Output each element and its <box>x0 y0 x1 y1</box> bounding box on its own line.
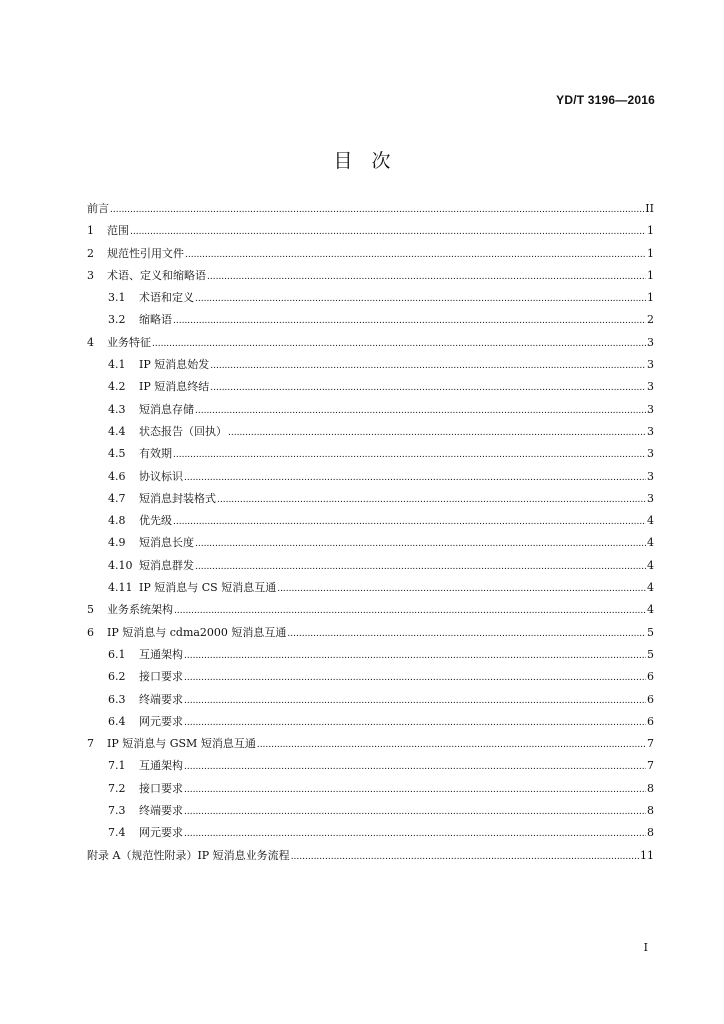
dot-leader <box>195 532 646 555</box>
toc-entry-page: 3 <box>647 424 654 438</box>
toc-entry[interactable] <box>87 198 654 220</box>
toc-entry-title: 接口要求 <box>139 781 183 795</box>
dot-leader <box>287 622 646 645</box>
toc-entry[interactable] <box>87 711 654 733</box>
toc-entry-page: 11 <box>640 848 654 862</box>
toc-entry-number: 1 <box>87 224 94 238</box>
toc-entry-title: 网元要求 <box>139 714 183 728</box>
dot-leader <box>210 354 646 377</box>
toc-entry-number: 4.10 <box>108 558 133 572</box>
dot-leader <box>291 845 639 868</box>
toc-entry[interactable] <box>87 243 654 265</box>
toc-entry[interactable] <box>87 800 654 822</box>
dot-leader <box>184 778 646 801</box>
toc-entry-title: 业务系统架构 <box>107 603 173 617</box>
toc-entry-page: 6 <box>647 670 654 684</box>
toc-entry-page: 5 <box>647 625 654 639</box>
toc-entry[interactable] <box>87 287 654 309</box>
dot-leader <box>184 666 646 689</box>
toc-entry-page: 2 <box>647 313 654 327</box>
dot-leader <box>195 555 646 578</box>
toc-entry[interactable] <box>87 845 654 867</box>
toc-entry[interactable] <box>87 822 654 844</box>
dot-leader <box>152 332 646 355</box>
dot-leader <box>184 800 646 823</box>
toc-entry-number: 4.3 <box>108 402 126 416</box>
dot-leader <box>210 376 646 399</box>
toc-entry-page: 1 <box>647 268 654 282</box>
toc-entry-title: 互通架构 <box>139 647 183 661</box>
toc-entry[interactable] <box>87 399 654 421</box>
toc-entry-title: 规范性引用文件 <box>107 246 184 260</box>
toc-entry-number: 4.8 <box>108 514 126 528</box>
toc-entry-page: 8 <box>647 826 654 840</box>
toc-entry-number: 3.2 <box>108 313 126 327</box>
toc-entry[interactable] <box>87 689 654 711</box>
toc-entry-title: IP 短消息始发 <box>139 358 210 372</box>
toc-entry-title: 业务特征 <box>107 335 151 349</box>
toc-entry-title: 终端要求 <box>139 804 183 818</box>
toc-entry-page: 4 <box>647 536 654 550</box>
dot-leader <box>173 443 646 466</box>
toc-entry-title: 范围 <box>107 224 129 238</box>
toc-entry-title: 接口要求 <box>139 670 183 684</box>
toc-entry-number: 7.4 <box>108 826 126 840</box>
toc-entry-number: 6.3 <box>108 692 126 706</box>
toc-entry-page: 4 <box>647 603 654 617</box>
dot-leader <box>184 466 646 489</box>
table-of-contents <box>87 198 654 867</box>
toc-entry-title: 短消息群发 <box>139 558 194 572</box>
toc-entry-page: 3 <box>647 447 654 461</box>
toc-entry-title: IP 短消息与 GSM 短消息互通 <box>107 737 256 751</box>
toc-entry-number: 4.1 <box>108 358 126 372</box>
toc-entry-number: 7 <box>87 737 94 751</box>
toc-entry-page: II <box>645 202 654 215</box>
toc-entry-title: 互通架构 <box>139 759 183 773</box>
toc-entry-page: 8 <box>647 781 654 795</box>
toc-entry-page: 3 <box>647 491 654 505</box>
toc-entry-page: 4 <box>647 558 654 572</box>
dot-leader <box>173 510 646 533</box>
toc-entry-title: 短消息封装格式 <box>139 491 216 505</box>
toc-entry[interactable] <box>87 599 654 621</box>
dot-leader <box>207 265 646 288</box>
toc-entry-number: 7.3 <box>108 804 126 818</box>
toc-entry[interactable] <box>87 421 654 443</box>
toc-entry-title: IP 短消息与 CS 短消息互通 <box>139 581 277 595</box>
dot-leader <box>173 309 646 332</box>
toc-entry-number: 4.2 <box>108 380 126 394</box>
dot-leader <box>110 198 644 221</box>
toc-entry[interactable] <box>87 577 654 599</box>
toc-entry-page: 1 <box>647 291 654 305</box>
toc-entry-title: 有效期 <box>139 447 172 461</box>
toc-entry[interactable] <box>87 220 654 242</box>
toc-entry-page: 3 <box>647 358 654 372</box>
dot-leader <box>184 755 646 778</box>
toc-entry-title: 术语、定义和缩略语 <box>107 268 206 282</box>
toc-entry-page: 1 <box>647 246 654 260</box>
dot-leader <box>130 220 646 243</box>
toc-entry[interactable] <box>87 488 654 510</box>
toc-entry-title: 术语和定义 <box>139 291 194 305</box>
toc-entry-page: 3 <box>647 469 654 483</box>
dot-leader <box>228 421 646 444</box>
toc-entry-number: 7.2 <box>108 781 126 795</box>
toc-entry[interactable] <box>87 309 654 331</box>
document-code: YD/T 3196—2016 <box>556 93 655 107</box>
toc-entry-page: 5 <box>647 647 654 661</box>
toc-entry[interactable] <box>87 332 654 354</box>
toc-entry[interactable] <box>87 755 654 777</box>
toc-entry[interactable] <box>87 644 654 666</box>
toc-entry-title: 优先级 <box>139 514 172 528</box>
toc-entry-page: 4 <box>647 581 654 595</box>
toc-entry-title: 状态报告（回执） <box>139 424 227 438</box>
toc-entry[interactable] <box>87 510 654 532</box>
toc-entry-page: 6 <box>647 714 654 728</box>
toc-entry[interactable] <box>87 532 654 554</box>
toc-entry-number: 4.7 <box>108 491 126 505</box>
toc-entry-number: 4.5 <box>108 447 126 461</box>
dot-leader <box>184 689 646 712</box>
toc-entry-number: 6 <box>87 625 94 639</box>
toc-entry-number: 4 <box>87 335 94 349</box>
toc-entry-title: 附录 A（规范性附录）IP 短消息业务流程 <box>87 848 290 862</box>
toc-entry[interactable] <box>87 376 654 398</box>
toc-entry-number: 7.1 <box>108 759 126 773</box>
dot-leader <box>184 822 646 845</box>
toc-entry-number: 6.4 <box>108 714 126 728</box>
toc-entry[interactable] <box>87 778 654 800</box>
toc-entry-number: 4.9 <box>108 536 126 550</box>
toc-entry-number: 5 <box>87 603 94 617</box>
dot-leader <box>184 711 646 734</box>
toc-entry-page: 7 <box>647 737 654 751</box>
toc-entry-title: 前言 <box>87 202 109 215</box>
toc-entry-number: 6.1 <box>108 647 126 661</box>
toc-entry-page: 7 <box>647 759 654 773</box>
toc-entry[interactable] <box>87 265 654 287</box>
dot-leader <box>195 399 646 422</box>
toc-entry-number: 4.4 <box>108 424 126 438</box>
toc-entry-title: IP 短消息终结 <box>139 380 210 394</box>
dot-leader <box>195 287 646 310</box>
toc-entry[interactable] <box>87 666 654 688</box>
toc-entry[interactable] <box>87 466 654 488</box>
toc-entry-number: 6.2 <box>108 670 126 684</box>
dot-leader <box>174 599 646 622</box>
dot-leader <box>217 488 646 511</box>
toc-entry-page: 8 <box>647 804 654 818</box>
toc-entry[interactable] <box>87 555 654 577</box>
toc-entry-page: 3 <box>647 380 654 394</box>
dot-leader <box>184 644 646 667</box>
toc-entry-title: 协议标识 <box>139 469 183 483</box>
toc-entry-number: 3.1 <box>108 291 126 305</box>
dot-leader <box>185 243 646 266</box>
toc-entry-page: 3 <box>647 335 654 349</box>
dot-leader <box>277 577 646 600</box>
page-number: I <box>643 941 648 954</box>
toc-entry-title: 终端要求 <box>139 692 183 706</box>
toc-entry-page: 3 <box>647 402 654 416</box>
toc-entry-number: 4.11 <box>108 581 133 595</box>
toc-entry[interactable] <box>87 622 654 644</box>
toc-entry[interactable] <box>87 354 654 376</box>
toc-entry[interactable] <box>87 443 654 465</box>
toc-entry-title: 短消息存储 <box>139 402 194 416</box>
toc-entry-number: 4.6 <box>108 469 126 483</box>
toc-entry-page: 1 <box>647 224 654 238</box>
toc-entry[interactable] <box>87 733 654 755</box>
toc-entry-title: IP 短消息与 cdma2000 短消息互通 <box>107 625 287 639</box>
toc-entry-title: 缩略语 <box>139 313 172 327</box>
dot-leader <box>257 733 646 756</box>
toc-entry-number: 2 <box>87 246 94 260</box>
page-title: 目 次 <box>333 150 391 172</box>
toc-entry-title: 短消息长度 <box>139 536 194 550</box>
toc-entry-page: 6 <box>647 692 654 706</box>
toc-entry-title: 网元要求 <box>139 826 183 840</box>
toc-entry-number: 3 <box>87 268 94 282</box>
toc-entry-page: 4 <box>647 514 654 528</box>
